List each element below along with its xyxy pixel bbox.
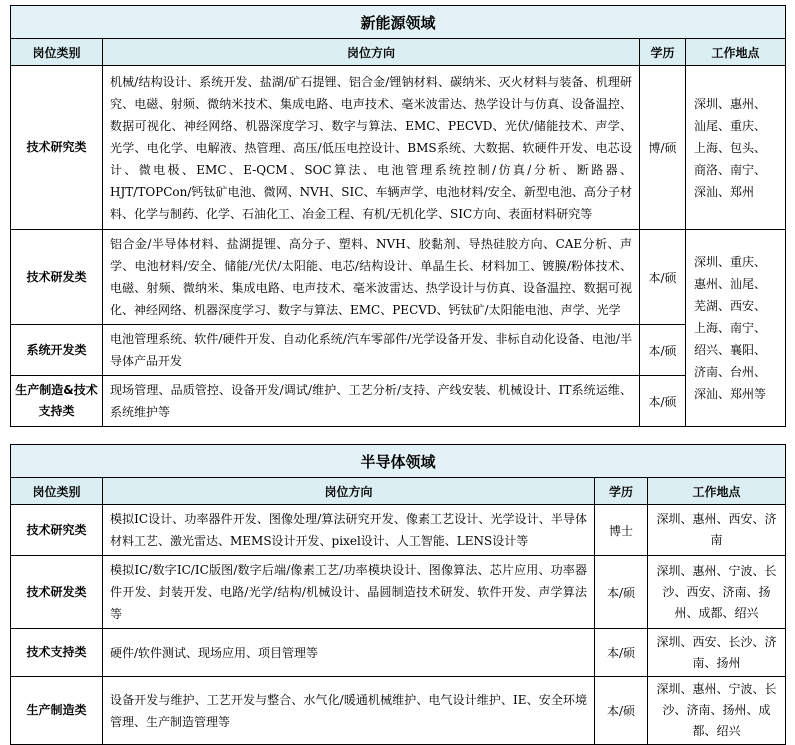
row-location: 深圳、重庆、惠州、汕尾、芜湖、西安、上海、南宁、绍兴、襄阳、济南、台州、深汕、郑州等	[686, 230, 786, 427]
row-education: 本/硕	[595, 677, 648, 745]
row-direction: 现场管理、品质管控、设备开发/调试/维护、工艺分析/支持、产线安装、机械设计、IT系统运维、系统维护等	[103, 376, 640, 427]
header-category: 岗位类别	[11, 478, 103, 505]
header-direction: 岗位方向	[103, 39, 640, 66]
header-education: 学历	[640, 39, 686, 66]
row-direction: 机械/结构设计、系统开发、盐湖/矿石提锂、铝合金/锂钠材料、碳纳米、灭火材料与装备、机理研究、电磁、射频、微纳米技术、集成电路、电声技术、毫米波雷达、热学设计与仿真、设备温控、数据可视化、神经网络、机器深度学习、数字与算法、EMC、PECVD、光伏/储能技术、声学、光学、电化学、电解液、热管理、高压/低压电控设计、BMS系统、大数据、软硬件开发、电芯设计、微电极、EMC、E-QCM、SOC算法、电池管理系统控制/仿真/分析、断路器、HJT/TOPCon/钙钛矿电池、微网、NVH、SIC、车辆声学、电池材料/安全、新型电池、高分子材料、化学与制药、化学、石油化工、冶金工程、有机/无机化学、SIC方向、表面材料研究等	[103, 66, 640, 230]
row-direction: 电池管理系统、软件/硬件开发、自动化系统/汽车零部件/光学设备开发、非标自动化设备、电池/半导体产品开发	[103, 325, 640, 376]
table-row	[11, 66, 786, 230]
row-category: 技术研究类	[11, 505, 103, 556]
row-location: 深圳、惠州、宁波、长沙、西安、济南、扬州、成都、绍兴	[648, 556, 786, 629]
row-direction: 铝合金/半导体材料、盐湖提锂、高分子、塑料、NVH、胶黏剂、导热硅胶方向、CAE分析、声学、电池材料/安全、储能/光伏/太阳能、电芯/结构设计、单晶生长、材料加工、镀膜/粉体技术、电磁、射频、微纳米、集成电路、电声技术、毫米波雷达、热学设计与仿真、设备温控、数据可视化、神经网络、机器深度学习、数字与算法、EMC、PECVD、钙钛矿/太阳能电池、声学、光学	[103, 230, 640, 325]
header-category: 岗位类别	[11, 39, 103, 66]
row-category: 系统开发类	[11, 325, 103, 376]
row-direction: 模拟IC/数字IC/IC版图/数字后端/像素工艺/功率模块设计、图像算法、芯片应用、功率器件开发、封装开发、电路/光学/结构/机械设计、晶圆制造技术研发、软件开发、声学算法等	[103, 556, 595, 629]
semiconductor-title: 半导体领域	[11, 445, 786, 478]
table-row	[11, 376, 786, 427]
new-energy-header-row	[11, 39, 786, 66]
row-direction: 设备开发与维护、工艺开发与整合、水气化/暖通机械维护、电气设计维护、IE、安全环境管理、生产制造管理等	[103, 677, 595, 745]
table-row	[11, 325, 786, 376]
header-direction: 岗位方向	[103, 478, 595, 505]
row-education: 本/硕	[595, 556, 648, 629]
row-location: 深圳、惠州、宁波、长沙、济南、扬州、成都、绍兴	[648, 677, 786, 745]
semiconductor-header-row	[11, 478, 786, 505]
row-direction: 硬件/软件测试、现场应用、项目管理等	[103, 629, 595, 677]
table-row	[11, 505, 786, 556]
row-category: 生产制造&技术支持类	[11, 376, 103, 427]
row-direction: 模拟IC设计、功率器件开发、图像处理/算法研究开发、像素工艺设计、光学设计、半导体材料工艺、激光雷达、MEMS设计开发、pixel设计、人工智能、LENS设计等	[103, 505, 595, 556]
table-row	[11, 677, 786, 745]
table-row	[11, 230, 786, 325]
row-education: 博/硕	[640, 66, 686, 230]
new-energy-title: 新能源领域	[11, 6, 786, 39]
row-education: 博士	[595, 505, 648, 556]
row-education: 本/硕	[595, 629, 648, 677]
row-education: 本/硕	[640, 325, 686, 376]
row-location: 深圳、西安、长沙、济南、扬州	[648, 629, 786, 677]
semiconductor-table	[10, 444, 786, 745]
row-category: 技术研发类	[11, 556, 103, 629]
new-energy-table	[10, 5, 786, 427]
row-category: 技术研发类	[11, 230, 103, 325]
row-category: 技术研究类	[11, 66, 103, 230]
row-location: 深圳、惠州、汕尾、重庆、上海、包头、商洛、南宁、深汕、郑州	[686, 66, 786, 230]
header-location: 工作地点	[648, 478, 786, 505]
row-location: 深圳、惠州、西安、济南	[648, 505, 786, 556]
row-category: 技术支持类	[11, 629, 103, 677]
table-row	[11, 629, 786, 677]
header-location: 工作地点	[686, 39, 786, 66]
row-education: 本/硕	[640, 230, 686, 325]
row-education: 本/硕	[640, 376, 686, 427]
header-education: 学历	[595, 478, 648, 505]
table-row	[11, 556, 786, 629]
row-category: 生产制造类	[11, 677, 103, 745]
